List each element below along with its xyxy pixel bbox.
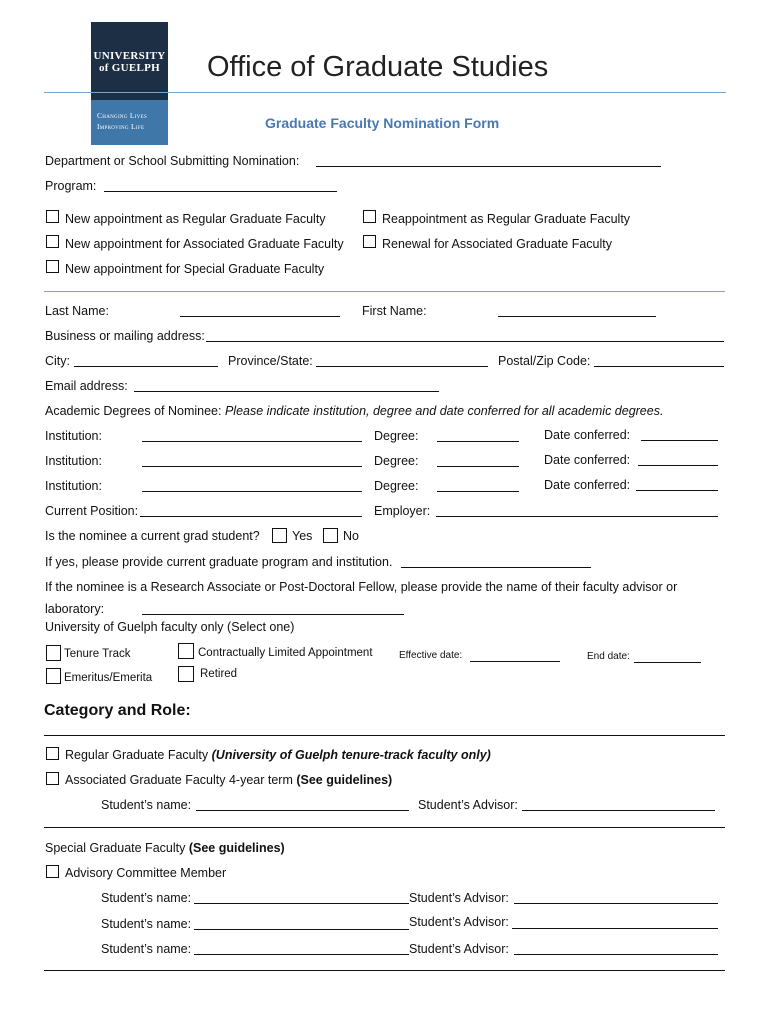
degree-field[interactable] [437, 466, 519, 467]
regular-faculty-label: Regular Graduate Faculty (University of Guelph tenure-track faculty only) [65, 748, 491, 762]
no-label: No [343, 529, 359, 543]
students-name-field[interactable] [194, 903, 409, 904]
date-conferred-field[interactable] [641, 440, 718, 441]
page-title: Office of Graduate Studies [207, 51, 549, 83]
logo-wordmark: UNIVERSITY of GUELPH [93, 50, 166, 74]
yes-label: Yes [292, 529, 313, 543]
date-conferred-label: Date conferred: [544, 478, 631, 492]
laboratory-field[interactable] [142, 614, 404, 615]
category-heading: Category and Role: [44, 702, 191, 719]
degree-field[interactable] [437, 441, 519, 442]
reappointment-regular-label: Reappointment as Regular Graduate Faculty [382, 212, 631, 226]
logo-tagline: Changing Lives Improving Life [97, 111, 148, 131]
students-advisor-field[interactable] [514, 954, 718, 955]
last-name-field[interactable] [180, 316, 340, 317]
department-field[interactable] [316, 166, 661, 167]
last-name-label: Last Name: [45, 304, 109, 318]
institution-label: Institution: [45, 429, 102, 443]
if-yes-label: If yes, please provide current graduate program and institution. [45, 555, 393, 569]
new-associated-label: New appointment for Associated Graduate Faculty [65, 237, 344, 251]
special-faculty-label: Special Graduate Faculty (See guidelines) [45, 841, 285, 855]
grad-program-field[interactable] [401, 567, 591, 568]
end-date-label: End date: [587, 651, 630, 662]
associated-faculty-label: Associated Graduate Faculty 4-year term (See guidelines) [65, 773, 393, 787]
renewal-associated-label: Renewal for Associated Graduate Faculty [382, 237, 612, 251]
emeritus-label: Emeritus/Emerita [64, 672, 153, 684]
category-divider [44, 735, 725, 736]
special-divider [44, 827, 725, 828]
advisory-committee-checkbox[interactable] [46, 865, 59, 878]
address-label: Business or mailing address: [45, 329, 205, 343]
institution-label: Institution: [45, 479, 102, 493]
postal-label: Postal/Zip Code: [498, 354, 591, 368]
regular-faculty-checkbox[interactable] [46, 747, 59, 760]
contractually-limited-label: Contractually Limited Appointment [198, 647, 373, 659]
retired-label: Retired [200, 668, 238, 680]
students-name-label: Student’s name: [101, 798, 192, 812]
first-name-label: First Name: [362, 304, 427, 318]
new-regular-checkbox[interactable] [46, 210, 59, 223]
tenure-track-label: Tenure Track [64, 648, 131, 660]
program-field[interactable] [104, 191, 337, 192]
institution-label: Institution: [45, 454, 102, 468]
new-special-checkbox[interactable] [46, 260, 59, 273]
email-field[interactable] [134, 391, 439, 392]
contractually-limited-checkbox[interactable] [178, 643, 194, 659]
grad-student-no-checkbox[interactable] [323, 528, 338, 543]
footer-divider [44, 970, 725, 971]
advisory-committee-label: Advisory Committee Member [65, 866, 227, 880]
students-advisor-label: Student’s Advisor: [409, 915, 509, 929]
new-associated-checkbox[interactable] [46, 235, 59, 248]
grad-student-question: Is the nominee a current grad student? [45, 529, 260, 543]
section-divider [44, 291, 725, 292]
city-field[interactable] [74, 366, 218, 367]
research-question: If the nominee is a Research Associate or Post-Doctoral Fellow, please provide the name of their faculty advisor or [45, 580, 678, 594]
institution-field[interactable] [142, 491, 362, 492]
laboratory-label: laboratory: [45, 602, 105, 616]
program-label: Program: [45, 179, 97, 193]
date-conferred-field[interactable] [636, 490, 718, 491]
renewal-associated-checkbox[interactable] [363, 235, 376, 248]
students-advisor-label: Student’s Advisor: [418, 798, 518, 812]
postal-field[interactable] [594, 366, 724, 367]
institution-field[interactable] [142, 466, 362, 467]
students-name-label: Student’s name: [101, 942, 192, 956]
date-conferred-label: Date conferred: [544, 428, 631, 442]
province-label: Province/State: [228, 354, 313, 368]
students-advisor-field[interactable] [514, 903, 718, 904]
students-advisor-label: Student’s Advisor: [409, 942, 509, 956]
degree-label: Degree: [374, 479, 419, 493]
end-date-field[interactable] [634, 662, 701, 663]
new-special-label: New appointment for Special Graduate Faculty [65, 262, 325, 276]
retired-checkbox[interactable] [178, 666, 194, 682]
employer-field[interactable] [436, 516, 718, 517]
effective-date-label: Effective date: [399, 650, 463, 661]
address-field[interactable] [206, 341, 724, 342]
employer-label: Employer: [374, 504, 431, 518]
associated-faculty-checkbox[interactable] [46, 772, 59, 785]
students-name-field[interactable] [196, 810, 409, 811]
tenure-track-checkbox[interactable] [46, 645, 61, 661]
current-position-label: Current Position: [45, 504, 139, 518]
province-field[interactable] [316, 366, 488, 367]
degrees-heading: Academic Degrees of Nominee: Please indicate institution, degree and date conferred for all academic degrees. [45, 404, 664, 418]
first-name-field[interactable] [498, 316, 656, 317]
students-name-label: Student’s name: [101, 917, 192, 931]
students-advisor-field[interactable] [522, 810, 715, 811]
institution-field[interactable] [142, 441, 362, 442]
students-advisor-label: Student’s Advisor: [409, 891, 509, 905]
date-conferred-field[interactable] [638, 465, 718, 466]
students-name-label: Student’s name: [101, 891, 192, 905]
students-name-field[interactable] [194, 954, 409, 955]
date-conferred-label: Date conferred: [544, 453, 631, 467]
degree-label: Degree: [374, 454, 419, 468]
degree-label: Degree: [374, 429, 419, 443]
degree-field[interactable] [437, 491, 519, 492]
new-regular-label: New appointment as Regular Graduate Faculty [65, 212, 326, 226]
current-position-field[interactable] [140, 516, 362, 517]
city-label: City: [45, 354, 70, 368]
students-advisor-field[interactable] [512, 928, 718, 929]
university-logo [91, 22, 168, 145]
title-divider [44, 92, 726, 93]
effective-date-field[interactable] [470, 661, 560, 662]
department-label: Department or School Submitting Nomination: [45, 154, 300, 168]
emeritus-checkbox[interactable] [46, 668, 61, 684]
form-subtitle: Graduate Faculty Nomination Form [265, 115, 500, 131]
students-name-field[interactable] [194, 929, 409, 930]
reappointment-regular-checkbox[interactable] [363, 210, 376, 223]
email-label: Email address: [45, 379, 128, 393]
grad-student-yes-checkbox[interactable] [272, 528, 287, 543]
guelph-only-label: University of Guelph faculty only (Select one) [45, 620, 295, 634]
